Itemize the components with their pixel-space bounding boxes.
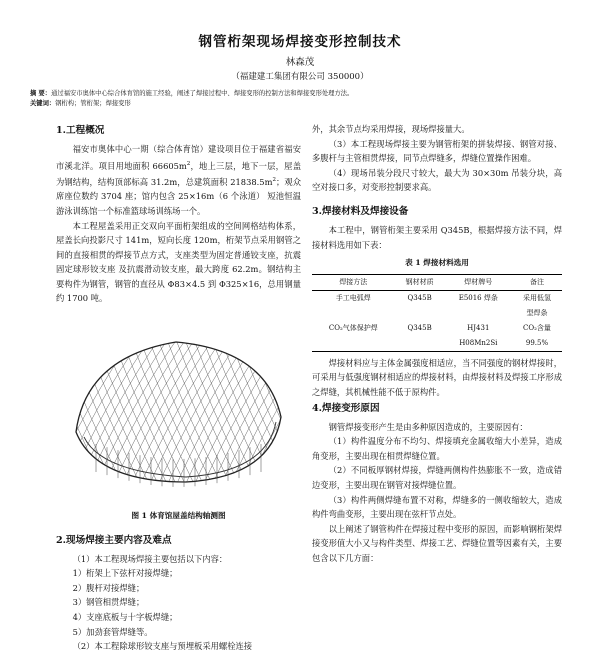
table-header: 钢材材质	[395, 274, 445, 290]
affiliation: （福建建工集团有限公司 350000）	[231, 72, 369, 82]
section-2-intro: （1）本工程现场焊接主要包括以下内容：	[72, 553, 228, 564]
table-cell: 采用低氢	[522, 293, 551, 302]
section-4-paragraph-1: 钢管焊接变形产生是由多种原因造成的，主要原因有：	[328, 421, 528, 432]
table-row	[312, 290, 562, 306]
figure-1-caption: 图 1 体育馆屋盖结构轴测图	[131, 511, 226, 521]
table-cell: Q345B	[407, 323, 432, 332]
weld-item-4: 4）支座底板与十字板焊缝；	[72, 612, 178, 623]
table-cell: CO₂含量	[523, 323, 551, 332]
table-cell: HJ431	[467, 323, 490, 332]
table-cell	[395, 306, 445, 321]
section-4-paragraph-2: （1）构件温度分布不均匀、焊接填充金属收缩大小差异，造成角变形，主要出现在相贯焊缝位置。	[312, 436, 562, 461]
table-row	[312, 306, 562, 321]
weld-item-1: 1）桁架上下弦杆对接焊缝；	[72, 568, 178, 579]
weld-item-5: 5）加劲套管焊缝等。	[72, 626, 153, 637]
table-cell: 型焊条	[526, 308, 548, 317]
section-3-paragraph-2: 焊接材料应与主体金属强度相适应，当不同强度的钢材焊接时，可采用与低强度钢材相适应的焊接材料，由焊接材料及焊接工序形成之焊缝，其机械性能不低于原构件。	[312, 357, 562, 397]
section-1-paragraph-1: 福安市奥体中心一期（综合体育馆）建设项目位于福建省福安市溪北洋。项目用地面积 $66605m^2$，地上三层，地下一层，屋盖为钢结构，结构顶部标高 31.2m，总建筑面积 $21838.5m^2$；观众席座位数约 3704 座；馆内包含 25×16m（6 个泳道） 短池恒温游泳训练馆一个标准篮球场训练场一个。	[56, 144, 301, 216]
table-row	[312, 321, 562, 336]
table-cell: 手工电弧焊	[335, 293, 371, 302]
table-header: 焊材牌号	[445, 274, 512, 290]
section-3-paragraph-1: 本工程中，钢管桁架主要采用 Q345B，根据焊接方法不同，焊接材料选用如下表：	[312, 224, 562, 250]
weld-item-3: 3）钢管相贯焊缝；	[72, 597, 145, 608]
keywords-text: 钢桁构；管桁架；焊接变形	[55, 100, 131, 107]
roof-truss-drawing	[56, 312, 301, 507]
table-header: 备注	[512, 274, 562, 290]
table-cell	[312, 336, 395, 352]
section-1-paragraph-2: 本工程屋盖采用正交双向平面桁架组成的空间网格结构体系，屋盖长向投影尺寸 141m，短向长度 120m，桁架节点采用钢管之间的直接相贯的焊接节点方式，支座类型为固定普通铰支座，抗震固定球形铰支座 及抗震滑动铰支座，最大跨度 62.2m。钢结构主要构件为钢管，钢管的直径从 Φ83×4.5 到 Φ325×16，总用钢量约 1700 吨。	[56, 220, 301, 304]
section-4-paragraph-5: 以上阐述了钢管构件在焊接过程中变形的原因，而影响钢桁架焊接变形值大小又与构件类型、焊接工艺、焊缝位置等因素有关，主要包含以下几方面：	[312, 523, 562, 563]
table-row	[312, 336, 562, 352]
welding-material-table	[312, 274, 562, 352]
table-1-caption: 表 1 焊接材料选用	[405, 258, 469, 268]
roof-structure-figure	[56, 312, 301, 507]
table-header: 焊接方法	[312, 274, 395, 290]
section-2-paragraph-4: （4）现场吊装分段尺寸较大，最大为 30×30m 吊装分块，高空对接口多，对变形控制要求高。	[312, 167, 562, 193]
keywords-label: 关键词：	[30, 100, 56, 107]
section-4-heading: 4.焊接变形原因	[312, 402, 380, 414]
weld-item-2: 2）腹杆对接焊缝；	[72, 582, 145, 593]
section-2-paragraph-2-cont: 外，其余节点均采用焊接，现场焊接量大。	[312, 124, 470, 134]
section-2-paragraph-2: （2）本工程除球形铰支座与预埋板采用螺栓连接	[72, 641, 253, 652]
author: 林森茂	[285, 57, 315, 68]
right-column	[312, 122, 562, 565]
table-cell: 99.5%	[512, 336, 562, 352]
section-4-paragraph-4: （3）构件两侧焊缝布置不对称，焊缝多的一侧收缩较大，造成构件弯曲变形，主要出现在弦杆节点处。	[312, 494, 562, 520]
table-header-row	[312, 274, 562, 290]
table-cell: E5016 焊条	[458, 293, 498, 302]
section-4-paragraph-3: （2）不同板厚钢材焊接，焊缝两侧构件热膨胀不一致，造成错边变形，主要出现在钢管对接焊缝位置。	[312, 465, 562, 490]
abstract-label: 摘 要：	[30, 90, 52, 97]
table-cell	[312, 306, 395, 321]
table-cell	[395, 336, 445, 352]
section-2-paragraph-3: （3）本工程现场焊接主要为钢管桁架的拼装焊接、钢管对接、多腹杆与主管相贯焊接，同节点焊缝多，焊缝位置操作困难。	[312, 138, 562, 164]
abstract-text: 通过福安市奥体中心综合体育馆的施工经验，阐述了焊接过程中、焊接变形的控制方法和焊接变形处理方法。	[51, 90, 354, 97]
truss-grid	[56, 332, 301, 492]
section-3-heading: 3.焊接材料及焊接设备	[312, 205, 409, 217]
section-1-heading: 1.工程概况	[56, 125, 105, 136]
paper-title: 钢管桁架现场焊接变形控制技术	[198, 34, 402, 50]
table-cell: CO₂气体保护焊	[328, 323, 378, 332]
abstract	[30, 89, 575, 109]
left-column	[56, 122, 301, 654]
table-cell	[445, 306, 512, 321]
section-2-heading: 2.现场焊接主要内容及难点	[56, 534, 172, 546]
table-cell: H08Mn2Si	[445, 336, 512, 352]
table-cell: Q345B	[407, 293, 432, 302]
